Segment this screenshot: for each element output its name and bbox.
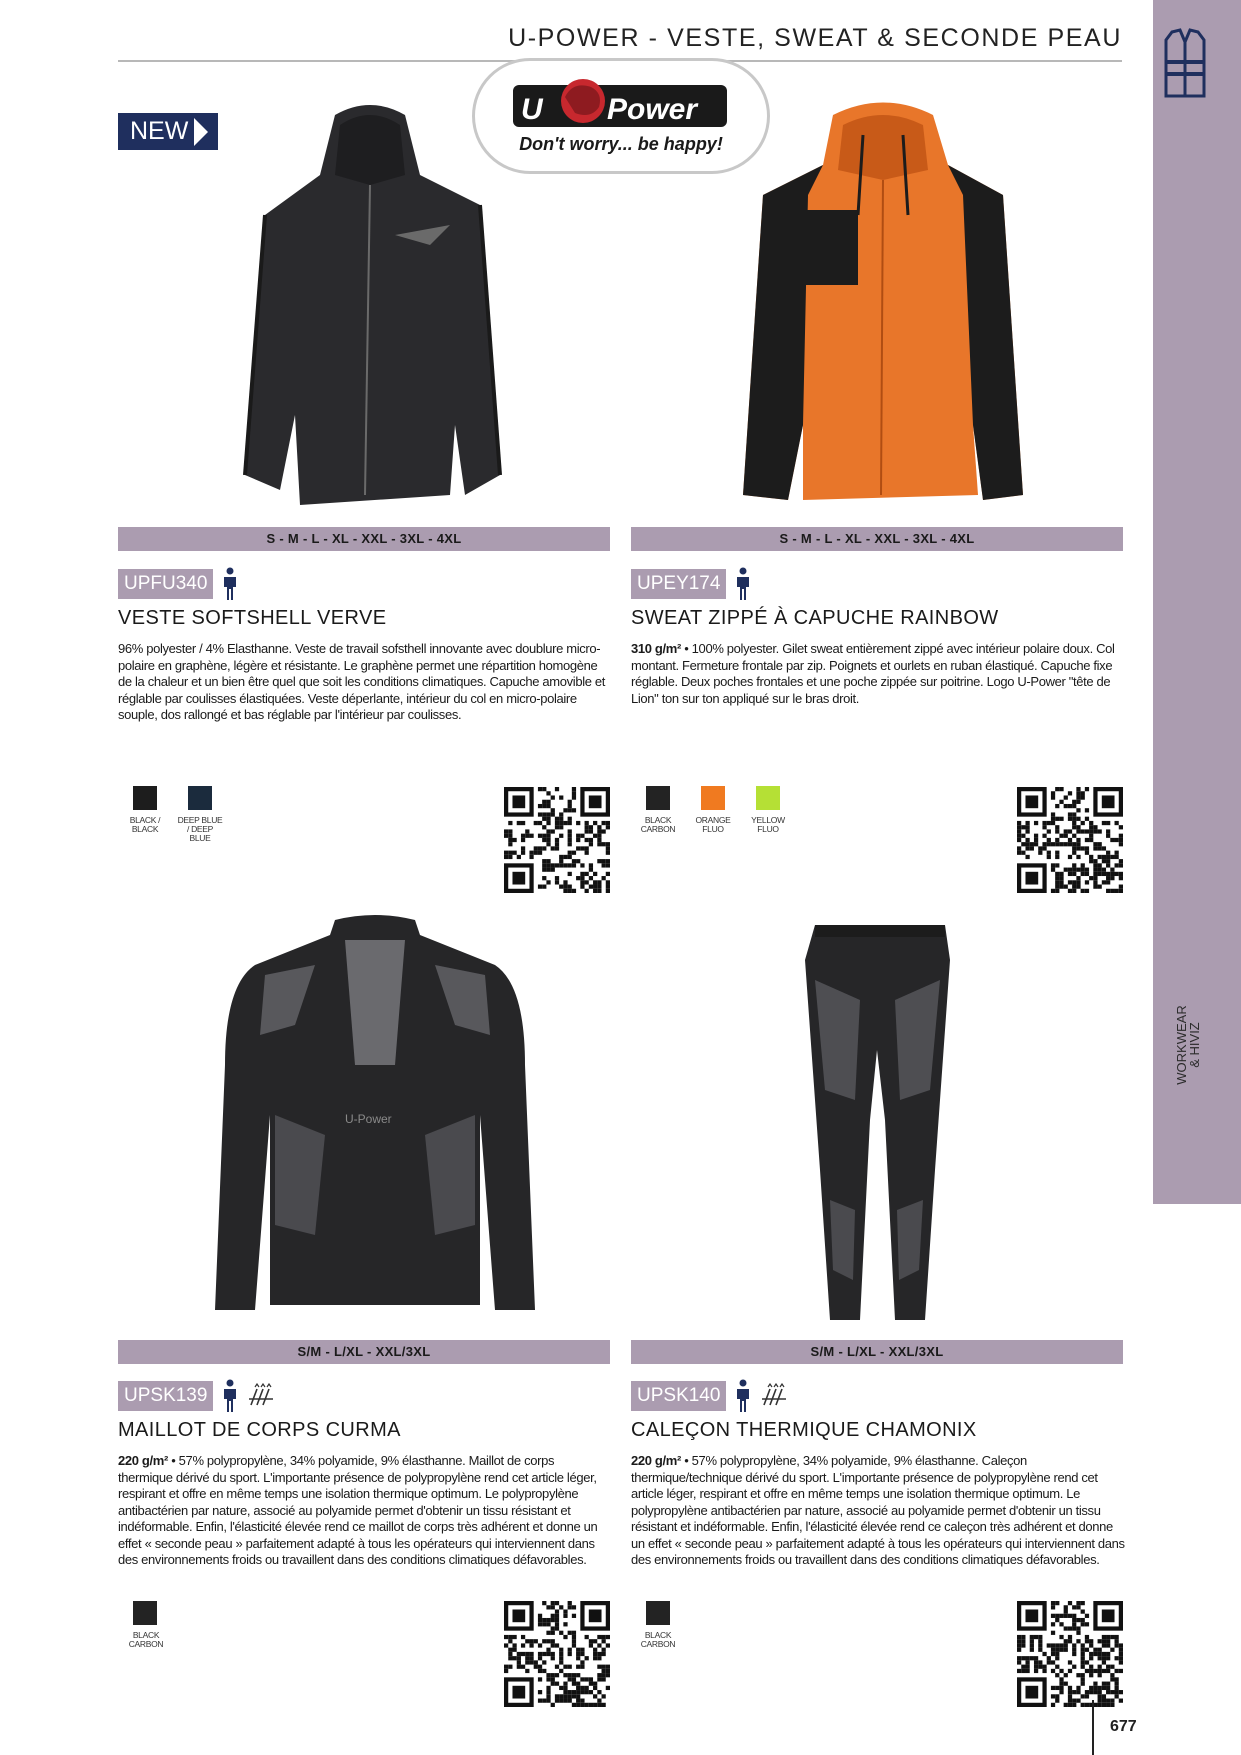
color-swatch-label: BLACK CARBON bbox=[640, 815, 676, 834]
new-badge-label: NEW bbox=[130, 117, 189, 145]
color-swatch bbox=[133, 1601, 157, 1625]
svg-text:U: U bbox=[521, 93, 543, 126]
product-code-row bbox=[631, 1380, 788, 1412]
product-description-text: • 57% polypropylène, 34% polyamide, 9% élasthanne. Caleçon thermique/technique dérivé du sport. L'importante présence de polypropylène rend cet article léger, respirant et offre en même temps une isolation thermique optimum. Le polypropylène antibactérien par nature, associé au polyamide permet d'obtenir un tissu résistant et indéformable. Enfin, l'élasticité élevée rend ce caleçon très adhérent et donne un effet « seconde peau » parfaitement adapté à tous les opérateurs qui interviennent dans des environnements froids ou travaillent dans des conditions climatiques défavorables. bbox=[631, 1453, 1125, 1567]
person-icon bbox=[734, 1379, 752, 1413]
product-code-row bbox=[118, 568, 239, 600]
arrow-right-icon bbox=[194, 118, 208, 146]
section-label bbox=[1175, 1005, 1235, 1085]
color-swatch bbox=[188, 786, 212, 810]
product-code: UPFU340 bbox=[118, 569, 213, 599]
product-name: SWEAT ZIPPÉ À CAPUCHE RAINBOW bbox=[631, 607, 999, 629]
product-name: MAILLOT DE CORPS CURMA bbox=[118, 1419, 401, 1441]
u-power-lion-logo bbox=[513, 79, 727, 131]
product-code: UPEY174 bbox=[631, 569, 726, 599]
new-badge bbox=[118, 113, 218, 150]
product-name: VESTE SOFTSHELL VERVE bbox=[118, 607, 387, 629]
color-swatch-label: DEEP BLUE / DEEP BLUE bbox=[177, 815, 223, 843]
product-weight: 220 g/m² bbox=[118, 1453, 168, 1468]
page-title: U-POWER - VESTE, SWEAT & SECONDE PEAU bbox=[508, 24, 1122, 52]
person-icon bbox=[734, 567, 752, 601]
section-label-line1: WORKWEAR bbox=[1174, 1005, 1189, 1085]
color-swatch-label: YELLOW FLUO bbox=[751, 815, 785, 834]
product-code-row bbox=[118, 1380, 275, 1412]
size-range-bar: S/M - L/XL - XXL/3XL bbox=[631, 1340, 1123, 1364]
svg-text:Power: Power bbox=[607, 93, 698, 126]
product-image-thermal-leggings bbox=[785, 920, 965, 1330]
color-swatch-label: BLACK / BLACK bbox=[129, 815, 161, 834]
qr-code[interactable] bbox=[504, 787, 610, 893]
color-swatch bbox=[756, 786, 780, 810]
section-label-line2: & HIVIZ bbox=[1187, 1022, 1202, 1068]
vest-icon bbox=[1160, 28, 1210, 100]
color-swatch bbox=[646, 1601, 670, 1625]
product-image-base-layer-top bbox=[205, 915, 545, 1320]
brand-logo bbox=[472, 58, 770, 174]
product-image-hoodie bbox=[733, 95, 1033, 525]
product-weight: 220 g/m² bbox=[631, 1453, 681, 1468]
product-code-row bbox=[631, 568, 752, 600]
product-description bbox=[631, 1453, 1125, 1569]
page-number: 677 bbox=[1110, 1718, 1137, 1735]
breathable-fabric-icon bbox=[760, 1383, 788, 1409]
page-number-divider bbox=[1092, 1700, 1094, 1755]
size-range-bar: S - M - L - XL - XXL - 3XL - 4XL bbox=[118, 527, 610, 551]
svg-text:U-Power: U-Power bbox=[345, 1112, 392, 1126]
product-name: CALEÇON THERMIQUE CHAMONIX bbox=[631, 1419, 977, 1441]
qr-code[interactable] bbox=[504, 1601, 610, 1707]
size-range-bar: S/M - L/XL - XXL/3XL bbox=[118, 1340, 610, 1364]
product-description bbox=[118, 641, 610, 724]
qr-code[interactable] bbox=[1017, 787, 1123, 893]
product-image-jacket bbox=[225, 95, 515, 525]
color-swatch-label: BLACK CARBON bbox=[640, 1630, 676, 1649]
product-description-text: • 100% polyester. Gilet sweat entièrement zippé avec intérieur polaire doux. Col montant. Fermeture frontale par zip. Poignets et ourlets en ruban élastiqué. Capuche fixe réglable. Deux poches frontales et une poche zippée sur poitrine. Logo U-Power "tête de Lion" ton sur ton appliqué sur le bras droit. bbox=[631, 641, 1115, 706]
color-swatch-label: BLACK CARBON bbox=[128, 1630, 164, 1649]
product-description bbox=[118, 1453, 612, 1569]
person-icon bbox=[221, 567, 239, 601]
product-code: UPSK140 bbox=[631, 1381, 726, 1411]
product-description-text: 96% polyester / 4% Elasthanne. Veste de travail sofsthell innovante avec doublure micro-polaire en graphène, légère et résistante. Le graphène permet une répartition homogène de la chaleur et un bien être quel que soit les conditions climatiques. Capuche amovible et réglable par coulisses élastiquées. Veste déperlante, intérieur du col en micro-polaire souple, dos rallongé et bas réglable par l'intérieur par coulisses. bbox=[118, 641, 606, 722]
product-description-text: • 57% polypropylène, 34% polyamide, 9% élasthanne. Maillot de corps thermique dérivé du sport. L'importante présence de polypropylène rend cet article léger, respirant et offre en même temps une isolation thermique optimum. Le polypropylène antibactérien par nature, associé au polyamide permet d'obtenir un tissu résistant et indéformable. Enfin, l'élasticité élevée rend ce maillot de corps très adhérent et donne un effet « seconde peau » parfaitement adapté à tous les opérateurs qui interviennent dans des environnements froids ou travaillent dans des conditions climatiques défavorables. bbox=[118, 1453, 598, 1567]
product-weight: 310 g/m² bbox=[631, 641, 681, 656]
product-code: UPSK139 bbox=[118, 1381, 213, 1411]
color-swatch-label: ORANGE FLUO bbox=[695, 815, 731, 834]
qr-code[interactable] bbox=[1017, 1601, 1123, 1707]
logo-tagline: Don't worry... be happy! bbox=[519, 134, 723, 154]
person-icon bbox=[221, 1379, 239, 1413]
breathable-fabric-icon bbox=[247, 1383, 275, 1409]
product-description bbox=[631, 641, 1123, 707]
color-swatch bbox=[701, 786, 725, 810]
size-range-bar: S - M - L - XL - XXL - 3XL - 4XL bbox=[631, 527, 1123, 551]
color-swatch bbox=[646, 786, 670, 810]
color-swatch bbox=[133, 786, 157, 810]
